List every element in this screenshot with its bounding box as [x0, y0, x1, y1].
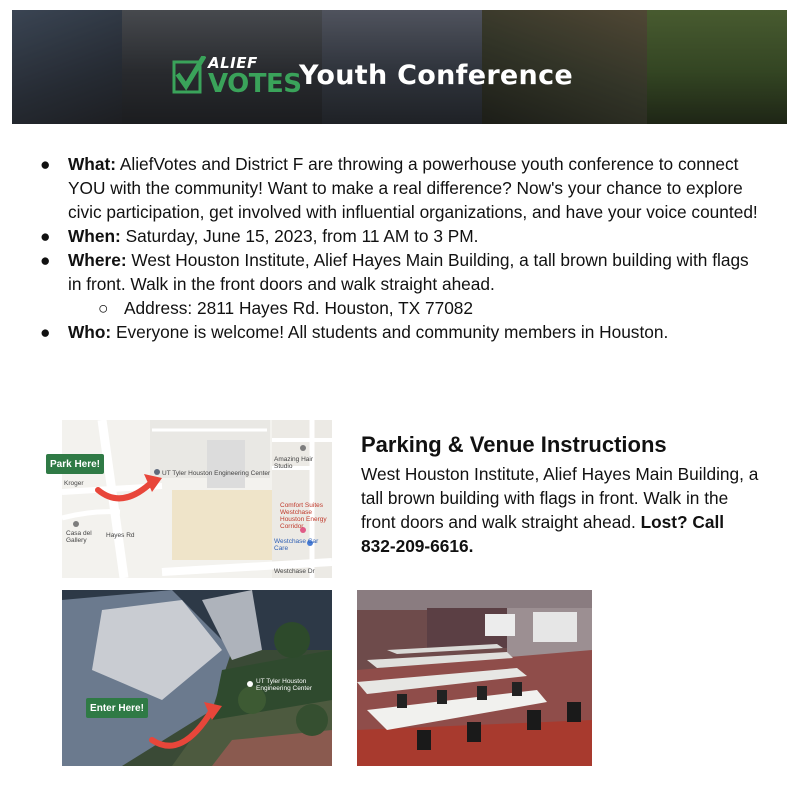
map-label-hair: Amazing Hair Studio [274, 456, 314, 470]
who-label: Who: [68, 322, 112, 342]
map-graphic [62, 420, 332, 578]
when-text: Saturday, June 15, 2023, from 11 AM to 3 PM. [120, 226, 479, 246]
where-text: West Houston Institute, Alief Hayes Main Building, a tall brown building with flags in front. Walk in the front doors and walk straight ahead. [68, 250, 749, 294]
aerial-label-center: UT Tyler Houston Engineering Center [256, 678, 313, 692]
room-graphic [357, 590, 592, 766]
address-text: Address: 2811 Hayes Rd. Houston, TX 77082 [124, 298, 474, 318]
park-here-badge: Park Here! [46, 454, 104, 474]
map-label-car: Westchase Car Care [274, 538, 319, 552]
event-details-list [40, 152, 760, 344]
bullet-icon: ● [40, 250, 51, 270]
map-label-suites: Comfort Suites Westchase Houston Energy Corridor [280, 502, 327, 530]
map-label-kroger: Kroger [64, 480, 84, 487]
map-label-dr: Westchase Dr [274, 568, 315, 575]
who-text: Everyone is welcome! All students and community members in Houston. [111, 322, 669, 342]
checkmark-icon [172, 56, 206, 96]
instructions-text: West Houston Institute, Alief Hayes Main Building, a tall brown building with flags in front. Walk in the front doors and walk straight ahead. [361, 464, 759, 532]
where-label: Where: [68, 250, 127, 270]
map-label-center: UT Tyler Houston Engineering Center [162, 470, 271, 477]
list-item-who [40, 320, 760, 344]
sub-bullet-icon: ○ [98, 298, 109, 318]
when-label: When: [68, 226, 121, 246]
instructions-body [361, 462, 761, 558]
parking-map [62, 420, 332, 578]
what-text: AliefVotes and District F are throwing a powerhouse youth conference to connect YOU with the community! Want to make a real difference? Now's your chance to explore civic participation, get involved with influential organizations, and have your voice counted! [68, 154, 758, 222]
map-label-hayes: Hayes Rd [106, 532, 135, 539]
alief-votes-logo [172, 50, 302, 102]
header-banner [12, 10, 787, 124]
lost-call-text: Lost? Call 832-209-6616. [361, 512, 725, 556]
page-title: Youth Conference [299, 60, 573, 91]
logo-text-bottom: VOTES [208, 68, 302, 99]
list-item-address [40, 296, 760, 320]
venue-room-photo [357, 590, 592, 766]
map-label-casa: Casa del Gallery [66, 530, 92, 544]
enter-here-badge: Enter Here! [86, 698, 148, 718]
list-item-when [40, 224, 760, 248]
aerial-photo [62, 590, 332, 766]
list-item-what [40, 152, 760, 224]
logo-text-top: ALIEF [208, 53, 258, 72]
instructions-heading: Parking & Venue Instructions [361, 432, 667, 457]
bullet-icon: ● [40, 226, 51, 246]
bullet-icon: ● [40, 154, 51, 174]
list-item-where [40, 248, 760, 296]
what-label: What: [68, 154, 116, 174]
bullet-icon: ● [40, 322, 51, 342]
